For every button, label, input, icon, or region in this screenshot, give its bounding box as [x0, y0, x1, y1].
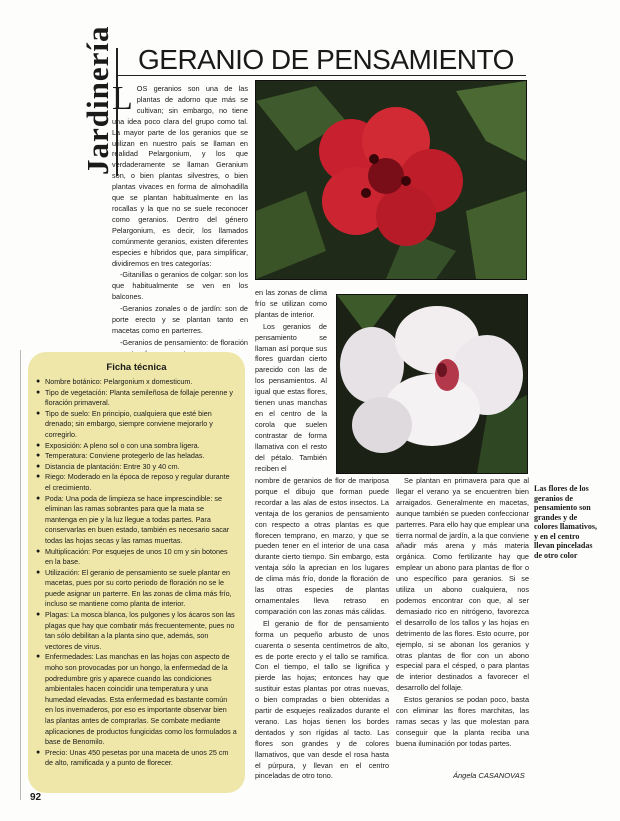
col3-paragraph-2: Estos geranios se podan poco, basta con eliminar las flores marchitas, las ramas secas y las que molestan para conseguir que la planta reciba una buena iluminación por todas partes.: [396, 695, 529, 748]
article-title: GERANIO DE PENSAMIENTO: [138, 44, 514, 75]
fact-sheet-list: [36, 377, 237, 769]
intro-paragraph-1: OS geranios son una de las plantas de adorno que más se cultivan; sin embargo, no tiene una idea poco clara del grupo como tal. La mayor parte de los geranios que se utilizan en nuestro país se llaman en realidad Pelargonium, y los que verdaderamente se llaman Geranium son, o bien plantas silvestres, o bien plantas vivaces en forma de almohadilla que se plantan habitualmente en las rocallas y la que no se suele reconocer como geranios. Dentro del género Pelargonium, es decir, los llamados comúnmente geranios, existen diferentes especies e híbridos que, para simplificar, dividiremos en tres categorías:: [112, 84, 248, 268]
col2b-paragraph-2: El geranio de flor de pensamiento forma un pequeño arbusto de unos cuarenta o sesenta centímetros de alto, es de porte erecto y el tallo se ramifica. Con el tiempo, el tallo se lignifica y pierde las hojas; entonces hay que sustituir estas plantas por otras nuevas, o bien compradas o bien obtenidas a partir de esquejes realizados durante el verano. Las hojas tienen los bordes dentados y son rígidas al tacto. Las flores son grandes y de colores llamativos, que van desde el rosa hasta el púrpura, y llevan en el centro pinceladas de otro tono.: [255, 618, 389, 781]
fact-item: ● Riego: Moderado en la época de reposo y regular durante el crecimiento.: [36, 472, 237, 493]
intro-column: [112, 80, 248, 361]
fact-item: ● Tipo de vegetación: Planta semileñosa de follaje perenne y floración primaveral.: [36, 388, 237, 409]
drop-cap: L: [112, 80, 133, 117]
fact-item: ● Precio: Unas 450 pesetas por una maceta de unos 25 cm de alto, ramificada y a punto de florecer.: [36, 748, 237, 769]
author-signature: Ángela CASANOVAS: [453, 771, 525, 780]
col2-paragraph-2: Los geranios de pensamiento se llaman así porque sus flores guardan cierto parecido con las de los pensamientos. Al igual que estas flores, tienen unas manchas en el centro de la corola que suelen contrastar de forma llamativa con el resto del pétalo. También reciben el: [255, 321, 327, 473]
fact-item: ● Tipo de suelo: En principio, cualquiera que esté bien drenado; sin embargo, siempre conviene mejorarlo y corregirlo.: [36, 409, 237, 441]
photo-caption: Las flores de los geranios de pensamiento son grandes y de colores llamativos, y en el centro llevan pinceladas de otro color: [534, 484, 597, 560]
column-3: [396, 476, 529, 751]
intro-paragraph-4: -Geranios de pensamiento: de floración: [120, 337, 248, 347]
intro-paragraph-3: -Geranios zonales o de jardín: son de porte erecto y se plantan tanto en macetas como en parterres.: [112, 304, 248, 335]
col2b-paragraph-1: nombre de geranios de flor de mariposa porque el dibujo que forman puede recordar a las alas de estos insectos. La ventaja de los geranios de pensamiento con respecto a otras plantas es que florecen temprano, en marzo, y que se pueden tener en el interior de una casa durante cierto tiempo. Sin embargo, esta ventaja sólo la aprecian en los lugares de clima más frío, donde la floración de las otras especies de plantas ornamentales lleva retraso en comparación con las zonas más cálidas.: [255, 476, 389, 616]
fact-sheet-box: [28, 352, 245, 793]
fact-item: ● Plagas: La mosca blanca, los pulgones y los ácaros son las plagas que hay que combatir más frecuentemente, pues no tan sólo debilitan a la planta sino que, además, son vectores de virus.: [36, 610, 237, 652]
fact-item: ● Temperatura: Conviene protegerlo de las heladas.: [36, 451, 237, 462]
white-geranium-photo: [336, 294, 528, 474]
page-number: 92: [30, 792, 42, 803]
title-rule: [118, 75, 526, 76]
fact-item: ● Enfermedades: Las manchas en las hojas con aspecto de moho son provocadas por un hongo, la enfermedad de la podredumbre gris y aparece cuando las condiciones ambientales hacen coincidir una temperatura y una humedad elevadas. Esta enfermedad es bastante común en los invernaderos, por eso es importante observar bien las plantas antes de comprarlas. Se combate mediante aplicaciones de productos fungicidas como los formulados a base de Benomilo.: [36, 652, 237, 747]
section-label: Jardinería: [80, 25, 115, 175]
intro-paragraph-2: -Gitanillas o geranios de colgar: son los que habitualmente se ven en los balcones.: [112, 270, 248, 302]
fact-item: ● Nombre botánico: Pelargonium x domesticum.: [36, 377, 237, 388]
fact-item: ● Exposición: A pleno sol o con una sombra ligera.: [36, 441, 237, 452]
left-margin-rule: [20, 350, 21, 800]
fact-item: ● Poda: Una poda de limpieza se hace imprescindible: se eliminan las ramas sobrantes para que la mata se mantenga en pie y la luz llegue a todas partes. Para conservarlas en buen estado, también es necesario sacar todas las hojas secas y las ramas muertas.: [36, 494, 237, 547]
red-geranium-photo: [255, 80, 527, 280]
col3-paragraph-1: Se plantan en primavera para que al llegar el verano ya se encuentren bien arraigados. Generalmente en macetas, aunque también se pueden confeccionar parterres. Para ello hay que emplear una tierra normal de jardín, a la que conviene añadir más arena y más materia orgánica. Como fertilizante hay que emplear un abono para plantas de flor o uno específico para geranios. Si se utiliza un abono cualquiera, nos podemos encontrar con que, al ser demasiado rico en nitrógeno, favorezca el desarrollo de los tallos y las hojas en detrimento de las flores. Esto ocurre, por ejemplo, si se abonan los geranios y otras plantas de flor con un abono especial para el césped, o para plantas de interior destinados a favorecer el desarrollo del follaje.: [396, 476, 529, 693]
fact-item: ● Distancia de plantación: Entre 30 y 40 cm.: [36, 462, 237, 473]
column-2-top: [255, 288, 327, 475]
fact-item: ● Multiplicación: Por esquejes de unos 10 cm y sin botones en la base.: [36, 547, 237, 568]
column-2-bottom: [255, 476, 389, 783]
fact-sheet-heading: Ficha técnica: [106, 362, 167, 373]
col2-paragraph-1: en las zonas de clima frío se utilizan como plantas de interior.: [255, 288, 327, 319]
fact-item: ● Utilización: El geranio de pensamiento se suele plantar en macetas, pues por su corto periodo de floración no se le puede asignar un parterre. En las zonas de clima más frío, incluso se mantiene como planta de interior.: [36, 568, 237, 610]
